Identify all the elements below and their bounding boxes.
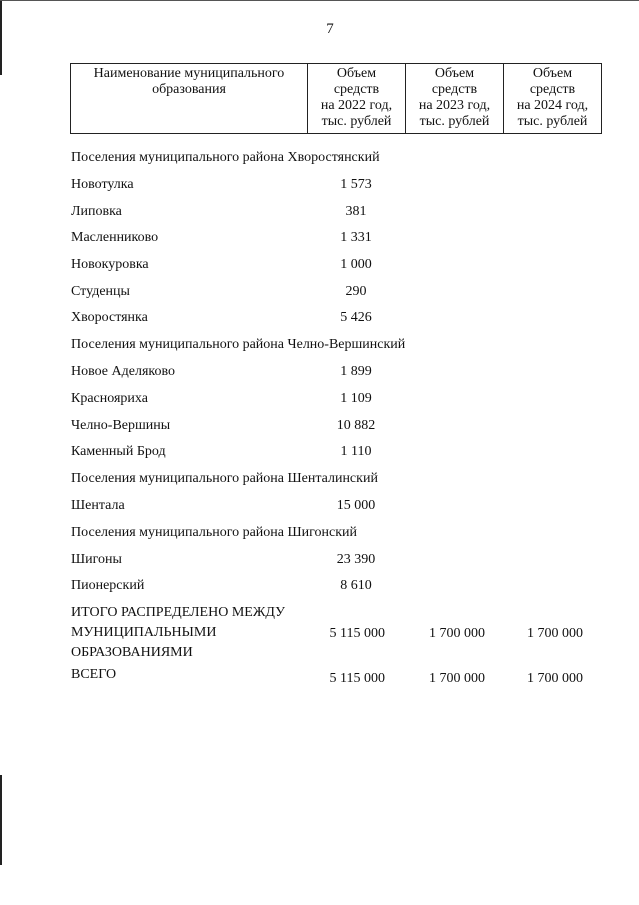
amount-2022: 15 000 bbox=[336, 497, 376, 513]
header-year-line: на 2022 год, bbox=[320, 98, 393, 113]
amount-2022: 1 000 bbox=[340, 257, 372, 273]
settlement-name: Новокуровка bbox=[71, 257, 149, 273]
settlement-name: Хворостянка bbox=[71, 310, 148, 326]
amount-2022: 8 610 bbox=[340, 578, 372, 594]
total-all-2023: 1 700 000 bbox=[429, 670, 485, 686]
page-number: 7 bbox=[326, 21, 334, 37]
settlement-name: Шентала bbox=[71, 497, 125, 513]
header-year-2023 bbox=[406, 64, 504, 134]
total-distributed-2024: 1 700 000 bbox=[527, 625, 583, 641]
table-row bbox=[71, 257, 611, 284]
header-year-line: средств bbox=[529, 82, 576, 97]
settlement-name: Челно-Вершины bbox=[71, 417, 171, 433]
total-distributed-2022: 5 115 000 bbox=[329, 625, 385, 641]
amount-2022: 23 390 bbox=[336, 551, 376, 567]
table-row bbox=[71, 444, 611, 471]
total-all-label: ВСЕГО bbox=[71, 666, 117, 682]
amount-2022: 1 110 bbox=[340, 444, 372, 460]
header-year-line: средств bbox=[431, 82, 478, 97]
header-year-line: Объем bbox=[434, 66, 475, 81]
header-year-line: на 2024 год, bbox=[516, 98, 589, 113]
group-title: Поселения муниципального района Шенталинский bbox=[71, 470, 378, 486]
binding-mark bbox=[0, 0, 2, 75]
amount-2022: 5 426 bbox=[340, 310, 372, 326]
settlement-name: Студенцы bbox=[71, 283, 130, 299]
table-row bbox=[71, 310, 611, 337]
settlement-name: Новотулка bbox=[71, 177, 134, 192]
table-row bbox=[71, 418, 611, 445]
amount-2022: 290 bbox=[345, 283, 367, 299]
settlement-name: Масленниково bbox=[71, 230, 159, 246]
header-year-2024 bbox=[504, 64, 602, 134]
total-distributed-label bbox=[71, 603, 311, 663]
header-year-line: на 2023 год, bbox=[418, 98, 491, 113]
amount-2022: 1 109 bbox=[340, 390, 372, 406]
settlement-name: Каменный Брод bbox=[71, 444, 166, 460]
header-year-line: тыс. рублей bbox=[321, 114, 392, 129]
table-row bbox=[71, 498, 611, 525]
binding-mark bbox=[0, 0, 639, 1]
settlement-name: Шигоны bbox=[71, 551, 122, 567]
table-row bbox=[71, 177, 611, 204]
settlement-name: Краснояриха bbox=[71, 390, 148, 406]
total-distributed-row bbox=[71, 603, 611, 663]
settlement-name: Липовка bbox=[71, 203, 122, 219]
table-body bbox=[71, 150, 611, 689]
table-row bbox=[71, 230, 611, 257]
binding-mark bbox=[0, 775, 2, 865]
total-all-2024: 1 700 000 bbox=[527, 670, 583, 686]
total-label-line: МУНИЦИПАЛЬНЫМИ bbox=[71, 624, 217, 640]
table-row bbox=[71, 552, 611, 579]
header-name-column bbox=[71, 64, 308, 134]
table-row bbox=[71, 364, 611, 391]
group-title: Поселения муниципального района Хворостянский bbox=[71, 150, 380, 165]
group-title: Поселения муниципального района Челно-Вершинский bbox=[71, 337, 406, 353]
header-name-line: Наименование муниципального bbox=[93, 66, 285, 81]
amount-2022: 10 882 bbox=[336, 417, 376, 433]
header-name-line: образования bbox=[152, 82, 226, 97]
header-year-line: средств bbox=[333, 82, 380, 97]
settlement-name: Новое Аделяково bbox=[71, 364, 175, 380]
total-all-row bbox=[71, 665, 611, 689]
total-label-line: ОБРАЗОВАНИЯМИ bbox=[71, 644, 193, 660]
amount-2022: 1 331 bbox=[340, 230, 372, 246]
header-year-line: Объем bbox=[336, 66, 377, 81]
total-label-line: ИТОГО РАСПРЕДЕЛЕНО МЕЖДУ bbox=[71, 604, 285, 620]
header-year-line: тыс. рублей bbox=[419, 114, 490, 129]
settlement-name: Пионерский bbox=[71, 578, 145, 594]
table-row bbox=[71, 391, 611, 418]
header-year-line: Объем bbox=[532, 66, 573, 81]
header-year-line: тыс. рублей bbox=[517, 114, 588, 129]
group-title: Поселения муниципального района Шигонский bbox=[71, 524, 358, 540]
total-distributed-2023: 1 700 000 bbox=[429, 625, 485, 641]
table-row bbox=[71, 578, 611, 605]
amount-2022: 381 bbox=[345, 203, 367, 219]
amount-2022: 1 573 bbox=[340, 177, 372, 192]
table-row bbox=[71, 284, 611, 311]
header-year-2022 bbox=[308, 64, 406, 134]
total-all-2022: 5 115 000 bbox=[329, 670, 385, 686]
amount-2022: 1 899 bbox=[340, 364, 372, 380]
table-header bbox=[70, 63, 602, 134]
table-row bbox=[71, 204, 611, 231]
